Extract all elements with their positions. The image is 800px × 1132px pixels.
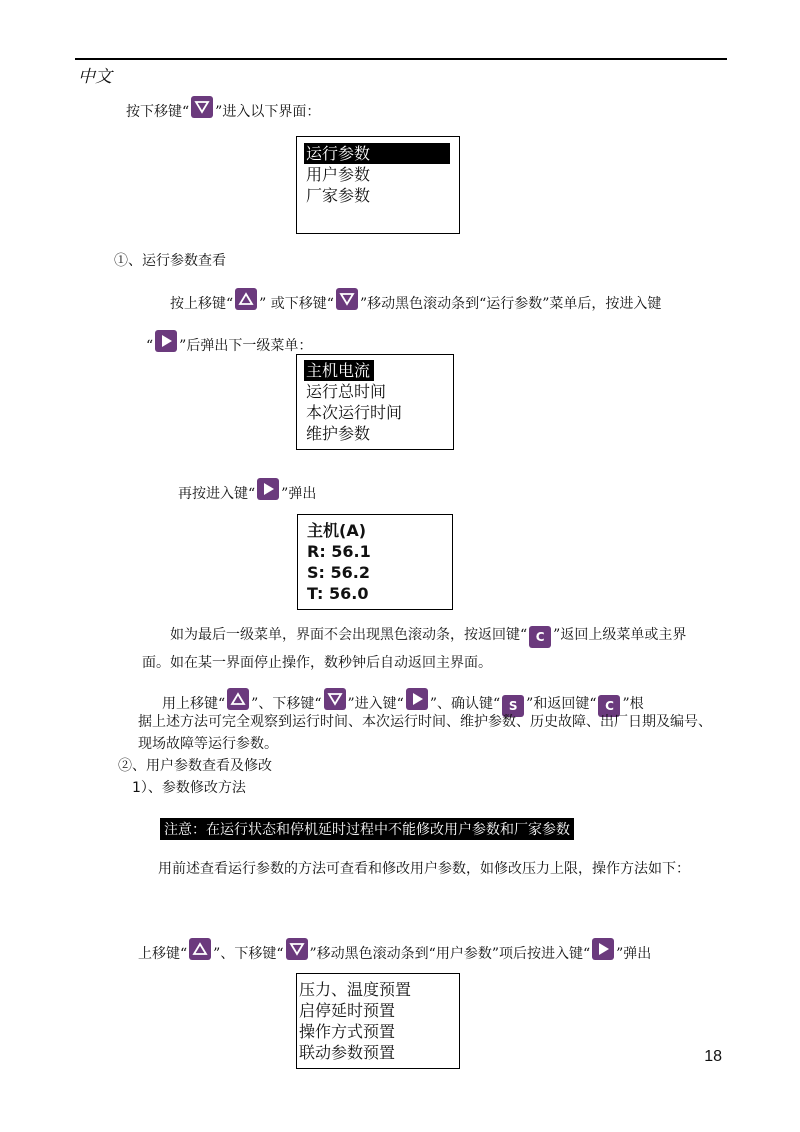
enter-key-icon bbox=[155, 330, 177, 352]
menu-item: 维护参数 bbox=[306, 424, 371, 443]
instruction-line-9: 现场故障等运行参数。 bbox=[138, 736, 278, 752]
back-key-icon: C bbox=[529, 626, 551, 648]
up-key-icon bbox=[189, 938, 211, 960]
instruction-line-5: 如为最后一级菜单，界面不会出现黑色滚动条，按返回键“ C ”返回上级菜单或主界 bbox=[170, 625, 686, 648]
down-key-icon bbox=[286, 938, 308, 960]
instruction-line-8: 据上述方法可完全观察到运行时间、本次运行时间、维护参数、历史故障、出厂日期及编号、 bbox=[138, 714, 712, 730]
up-key-icon bbox=[227, 688, 249, 710]
down-key-icon bbox=[324, 688, 346, 710]
menu-item: 启停延时预置 bbox=[299, 1001, 396, 1020]
lcd-main-menu bbox=[296, 136, 460, 234]
menu-item-selected: 主机电流 bbox=[304, 360, 374, 381]
menu-item: 运行总时间 bbox=[306, 382, 387, 401]
down-key-icon bbox=[336, 288, 358, 310]
header-rule bbox=[75, 58, 727, 60]
readout-value: S: 56.2 bbox=[307, 563, 370, 582]
menu-item-selected: 运行参数 bbox=[304, 143, 450, 164]
instruction-line-11: 上移键“ ”、下移键“ ”移动黑色滚动条到“用户参数”项后按进入键“ ”弹出 bbox=[138, 938, 651, 964]
lcd-current-readout bbox=[297, 514, 453, 610]
instruction-line-2: 按上移键“ ” 或下移键“ ”移动黑色滚动条到“运行参数”菜单后，按进入键 bbox=[170, 288, 661, 314]
menu-item: 压力、温度预置 bbox=[299, 980, 412, 999]
instruction-line-4: 再按进入键“ ”弹出 bbox=[178, 478, 316, 504]
instruction-line-3: “ ”后弹出下一级菜单： bbox=[146, 330, 312, 356]
up-key-icon bbox=[235, 288, 257, 310]
menu-item: 厂家参数 bbox=[306, 186, 371, 205]
down-key-icon bbox=[191, 96, 213, 118]
menu-item: 本次运行时间 bbox=[306, 403, 403, 422]
instruction-line-10: 用前述查看运行参数的方法可查看和修改用户参数，如修改压力上限，操作方法如下： bbox=[158, 861, 690, 877]
instruction-line-6: 面。如在某一界面停止操作，数秒钟后自动返回主界面。 bbox=[142, 655, 492, 671]
readout-value: T: 56.0 bbox=[307, 584, 369, 603]
enter-key-icon bbox=[406, 688, 428, 710]
lcd-runtime-submenu bbox=[296, 354, 454, 450]
enter-key-icon bbox=[592, 938, 614, 960]
instruction-line-7: 用上移键“ ”、下移键“ ”进入键“ ”、确认键“ S ”和返回键“ C ”根 bbox=[162, 688, 644, 717]
menu-item: 用户参数 bbox=[306, 165, 371, 184]
section-2-subtitle: 1）、参数修改方法 bbox=[132, 780, 246, 796]
warning-note: 注意：在运行状态和停机延时过程中不能修改用户参数和厂家参数 bbox=[160, 818, 574, 840]
enter-key-icon bbox=[257, 478, 279, 500]
menu-item: 操作方式预置 bbox=[299, 1022, 396, 1041]
section-1-title: ①、运行参数查看 bbox=[114, 253, 226, 269]
readout-value: R: 56.1 bbox=[307, 542, 371, 561]
section-2-title: ②、用户参数查看及修改 bbox=[118, 758, 272, 774]
confirm-key-icon: S bbox=[502, 695, 524, 717]
instruction-line-1: 按下移键“ ”进入以下界面： bbox=[126, 96, 320, 122]
lcd-user-params-menu bbox=[296, 973, 460, 1069]
back-key-icon: C bbox=[598, 695, 620, 717]
page-number: 18 bbox=[704, 1048, 722, 1065]
menu-item: 联动参数预置 bbox=[299, 1043, 396, 1062]
readout-title: 主机(A) bbox=[307, 521, 367, 540]
language-label: 中文 bbox=[78, 67, 112, 87]
